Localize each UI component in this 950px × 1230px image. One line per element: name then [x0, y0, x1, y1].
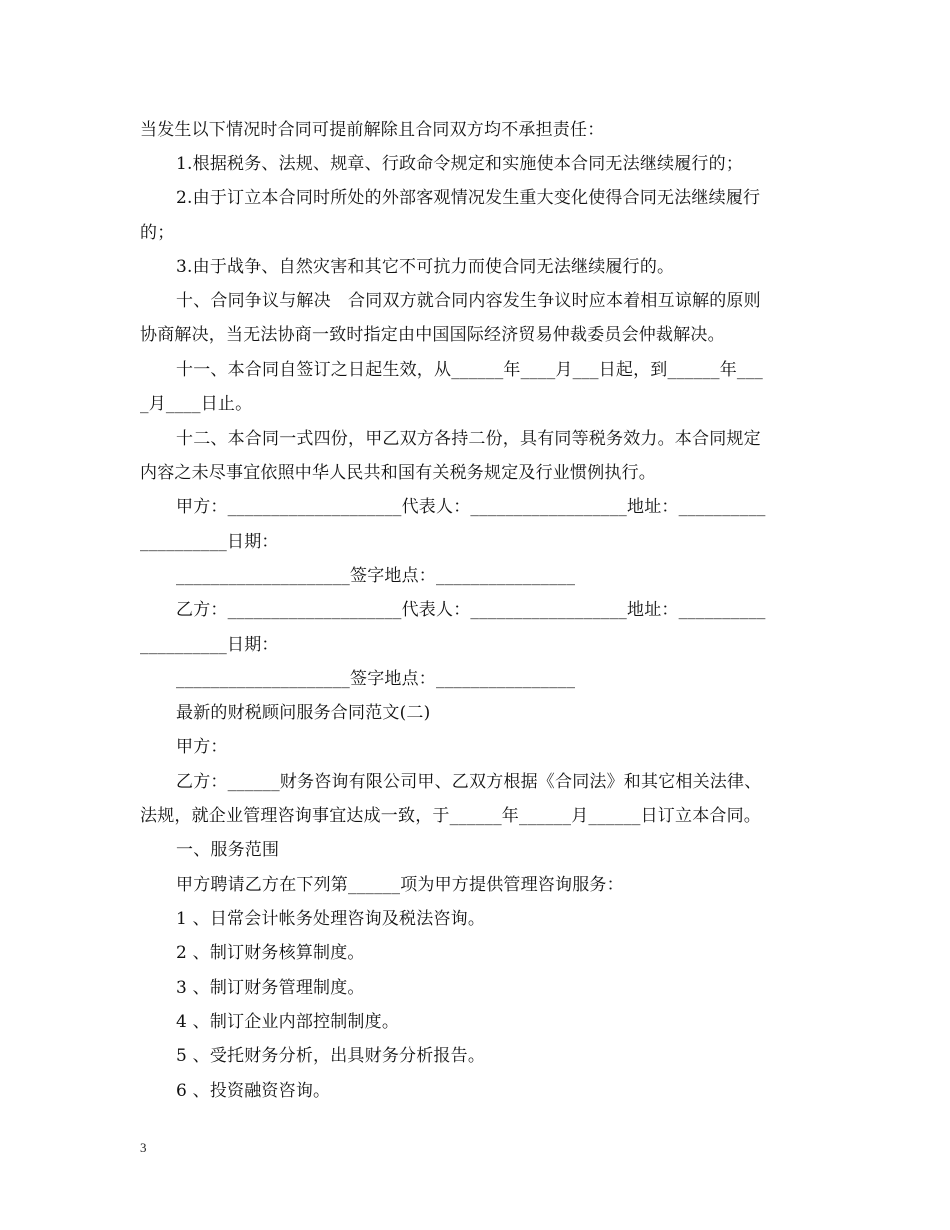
text-line: _月____日止。 [140, 394, 253, 414]
list-item: 1 、日常会计帐务处理咨询及税法咨询。 [176, 909, 486, 929]
text-line: __________日期： [140, 635, 279, 655]
list-item: 2 、制订财务核算制度。 [176, 943, 365, 963]
text-line: __________日期： [140, 532, 279, 552]
page-number: 3 [140, 1140, 147, 1155]
section-heading: 一、服务范围 [176, 840, 280, 860]
text-line: 甲方：____________________代表人：__________________地址：__________ [176, 497, 766, 517]
text-line: 十、合同争议与解决 合同双方就合同内容发生争议时应本着相互谅解的原则 [176, 291, 761, 311]
text-line: 的； [140, 223, 175, 243]
text-line: 十一、本合同自签订之日起生效，从______年____月___日起，到______年___ [176, 360, 763, 380]
text-line: 甲方： [176, 737, 228, 757]
text-line: ____________________签字地点：________________ [176, 669, 576, 689]
text-line: 协商解决，当无法协商一致时指定由中国国际经济贸易仲裁委员会仲裁解决。 [140, 325, 725, 345]
text-line: ____________________签字地点：________________ [176, 566, 576, 586]
text-line: 当发生以下情况时合同可提前解除且合同双方均不承担责任： [140, 120, 605, 140]
text-line: 2.由于订立本合同时所处的外部客观情况发生重大变化使得合同无法继续履行 [176, 188, 761, 208]
list-item: 5 、受托财务分析，出具财务分析报告。 [176, 1046, 486, 1066]
text-line: 3.由于战争、自然灾害和其它不可抗力而使合同无法继续履行的。 [176, 257, 675, 277]
list-item: 4 、制订企业内部控制制度。 [176, 1012, 400, 1032]
list-item: 6 、投资融资咨询。 [176, 1081, 331, 1101]
text-line: 法规，就企业管理咨询事宜达成一致，于______年______月______日订立本合同。 [140, 806, 761, 826]
text-line: 十二、本合同一式四份，甲乙双方各持二份，具有同等税务效力。本合同规定 [176, 429, 761, 449]
text-line: 内容之未尽事宜依照中华人民共和国有关税务规定及行业惯例执行。 [140, 463, 656, 483]
list-item: 3 、制订财务管理制度。 [176, 978, 365, 998]
section-title: 最新的财税顾问服务合同范文(二) [176, 703, 431, 723]
text-line: 乙方：____________________代表人：__________________地址：__________ [176, 600, 766, 620]
text-line: 甲方聘请乙方在下列第______项为甲方提供管理咨询服务： [176, 875, 624, 895]
text-line: 乙方：______财务咨询有限公司甲、乙双方根据《合同法》和其它相关法律、 [176, 772, 762, 792]
text-line: 1.根据税务、法规、规章、行政命令规定和实施使本合同无法继续履行的； [176, 154, 744, 174]
